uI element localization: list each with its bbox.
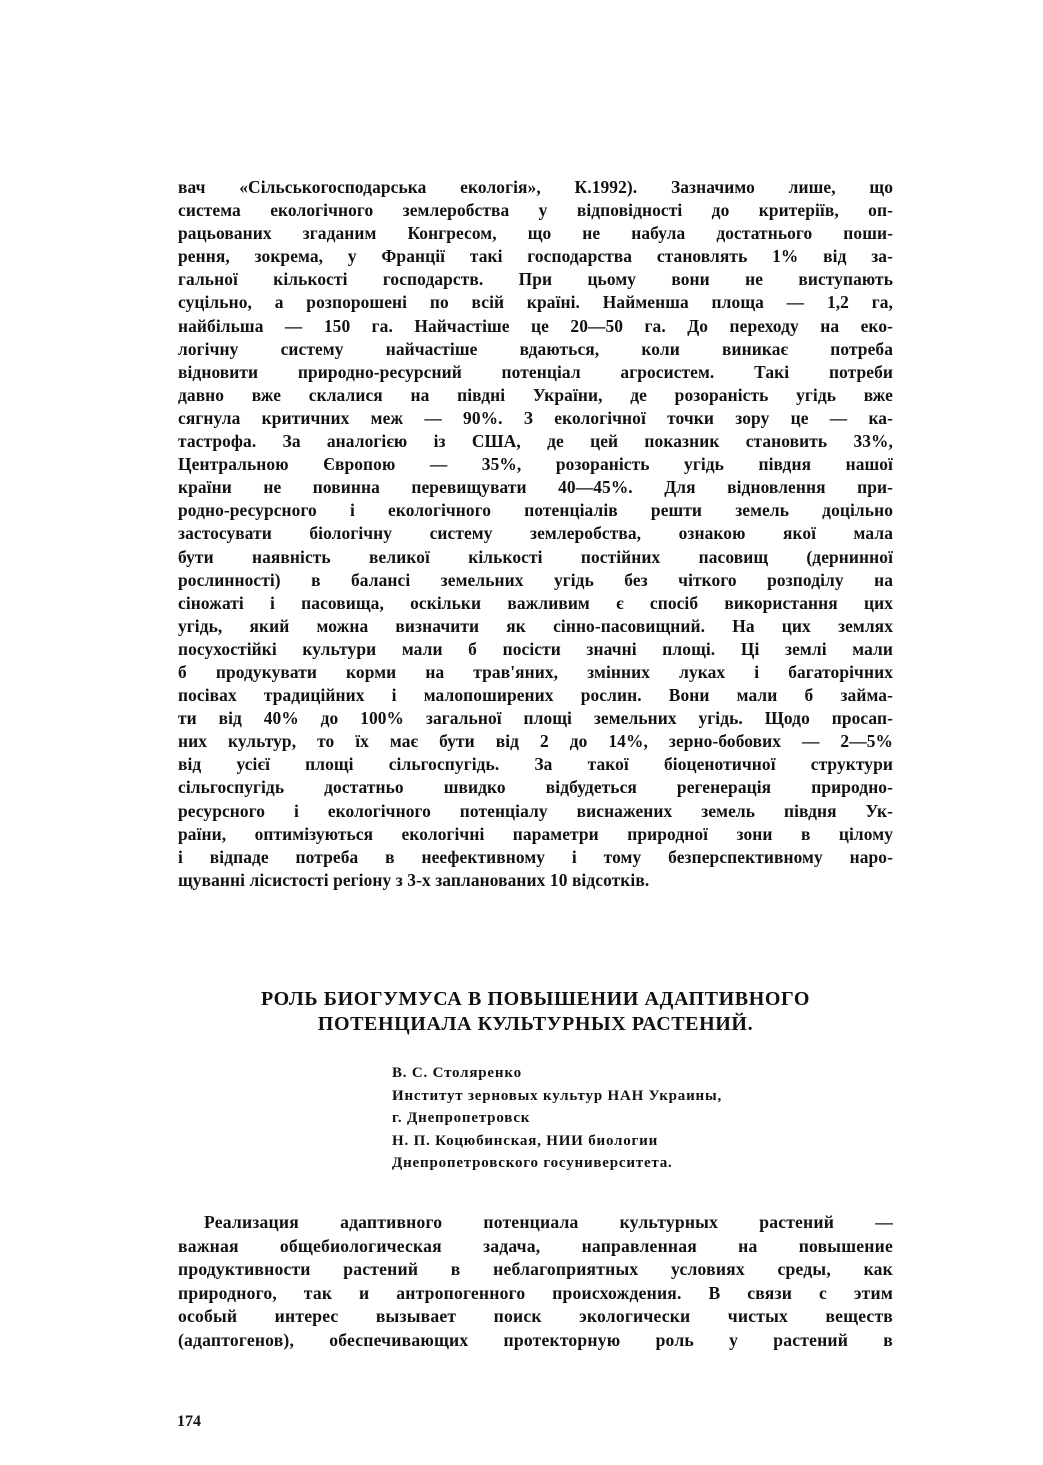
text-line: країни не повинна перевищувати 40—45%. Для відновлення при-: [178, 477, 893, 498]
text-line: (адаптогенов), обеспечивающих протекторную роль у растений в: [178, 1329, 893, 1350]
top-paragraph: [178, 176, 893, 892]
text-line: ресурсного і екологічного потенціалу виснажених земель півдня Ук-: [178, 800, 893, 821]
text-line: бути наявність великої кількості постійних пасовищ (дернинної: [178, 546, 893, 567]
text-line: відновити природно-ресурсний потенціал агросистем. Такі потреби: [178, 361, 893, 382]
article-title: [178, 987, 893, 1037]
author-line: Институт зерновых культур НАН Украины,: [392, 1087, 723, 1104]
text-line: родно-ресурсного і екологічного потенціалів решти земель доцільно: [178, 500, 893, 521]
text-line: система екологічного землеробства у відповідності до критеріїв, оп-: [178, 200, 893, 221]
text-line: давно вже склалися на півдні України, де розораність угідь вже: [178, 384, 893, 405]
text-line: особый интерес вызывает поиск экологически чистых веществ: [178, 1306, 893, 1327]
text-line: найбільша — 150 га. Найчастіше це 20—50 га. До переходу на еко-: [178, 315, 893, 336]
text-line: продуктивности растений в неблагоприятных условиях среды, как: [178, 1259, 893, 1280]
abstract-paragraph: [178, 1211, 893, 1353]
text-line: рення, зокрема, у Франції такі господарства становлять 1% від за-: [178, 246, 893, 267]
text-line: ти від 40% до 100% загальної площі земельних угідь. Щодо просап-: [178, 708, 893, 729]
text-line: раїни, оптимізуються екологічні параметри природної зони в цілому: [178, 823, 893, 844]
author-line: Н. П. Коцюбинская, НИИ биологии: [392, 1132, 659, 1149]
title-line: ПОТЕНЦИАЛА КУЛЬТУРНЫХ РАСТЕНИЙ.: [317, 1013, 754, 1035]
text-line: Реализация адаптивного потенциала культурных растений —: [204, 1212, 893, 1232]
text-line: важная общебиологическая задача, направленная на повышение: [178, 1235, 893, 1256]
author-line: г. Днепропетровск: [392, 1110, 531, 1126]
text-line: рацьованих згаданим Конгресом, що не набула достатнього поши-: [178, 223, 893, 244]
title-line: РОЛЬ БИОГУМУСА В ПОВЫШЕНИИ АДАПТИВНОГО: [260, 988, 810, 1010]
text-line: сільгоспугідь достатньо швидко відбудеться регенерація природно-: [178, 777, 893, 798]
text-line: від усієї площі сільгоспугідь. За такої біоценотичної структури: [178, 754, 893, 775]
text-line: Центральною Європою — 35%, розораність угідь півдня нашої: [178, 454, 893, 475]
text-line: сіножаті і пасовища, оскільки важливим є спосіб використання цих: [178, 592, 893, 613]
text-line: щуванні лісистості регіону з 3-х запланованих 10 відсотків.: [178, 869, 650, 890]
text-line: вач «Сільськогосподарська екологія», К.1992). Зазначимо лише, що: [178, 177, 893, 197]
author-line: В. С. Столяренко: [392, 1065, 522, 1081]
text-line: і відпаде потреба в неефективному і тому безперспективному наро-: [178, 846, 893, 867]
text-line: рослинності) в балансі земельних угідь без чіткого розподілу на: [178, 569, 893, 590]
text-line: природного, так и антропогенного происхождения. В связи с этим: [178, 1282, 893, 1303]
text-line: б продукувати корми на трав'яних, змінних луках і багаторічних: [178, 661, 893, 682]
text-line: логічну систему найчастіше вдаються, коли виникає потреба: [178, 338, 893, 359]
text-line: сягнула критичних меж — 90%. З екологічної точки зору це — ка-: [178, 407, 893, 428]
text-line: них культур, то їх має бути від 2 до 14%, зерно-бобових — 2—5%: [178, 731, 893, 752]
text-line: суцільно, а розпорошені по всій країні. Найменша площа — 1,2 га,: [178, 292, 893, 313]
page-number: 174: [177, 1413, 201, 1430]
text-line: угідь, який можна визначити як сінно-пасовищний. На цих землях: [178, 615, 893, 636]
text-line: гальної кількості господарств. При цьому вони не виступають: [178, 269, 893, 290]
text-line: тастрофа. За аналогією із США, де цей показник становить 33%,: [178, 431, 893, 452]
author-block: [392, 1062, 722, 1175]
text-line: посухостійкі культури мали б посісти значні площі. Ці землі мали: [178, 638, 893, 659]
author-line: Днепропетровского госуниверситета.: [392, 1155, 673, 1171]
text-line: застосувати біологічну систему землеробства, ознакою якої мала: [178, 523, 893, 544]
text-line: посівах традиційних і малопоширених рослин. Вони мали б займа-: [178, 685, 893, 706]
